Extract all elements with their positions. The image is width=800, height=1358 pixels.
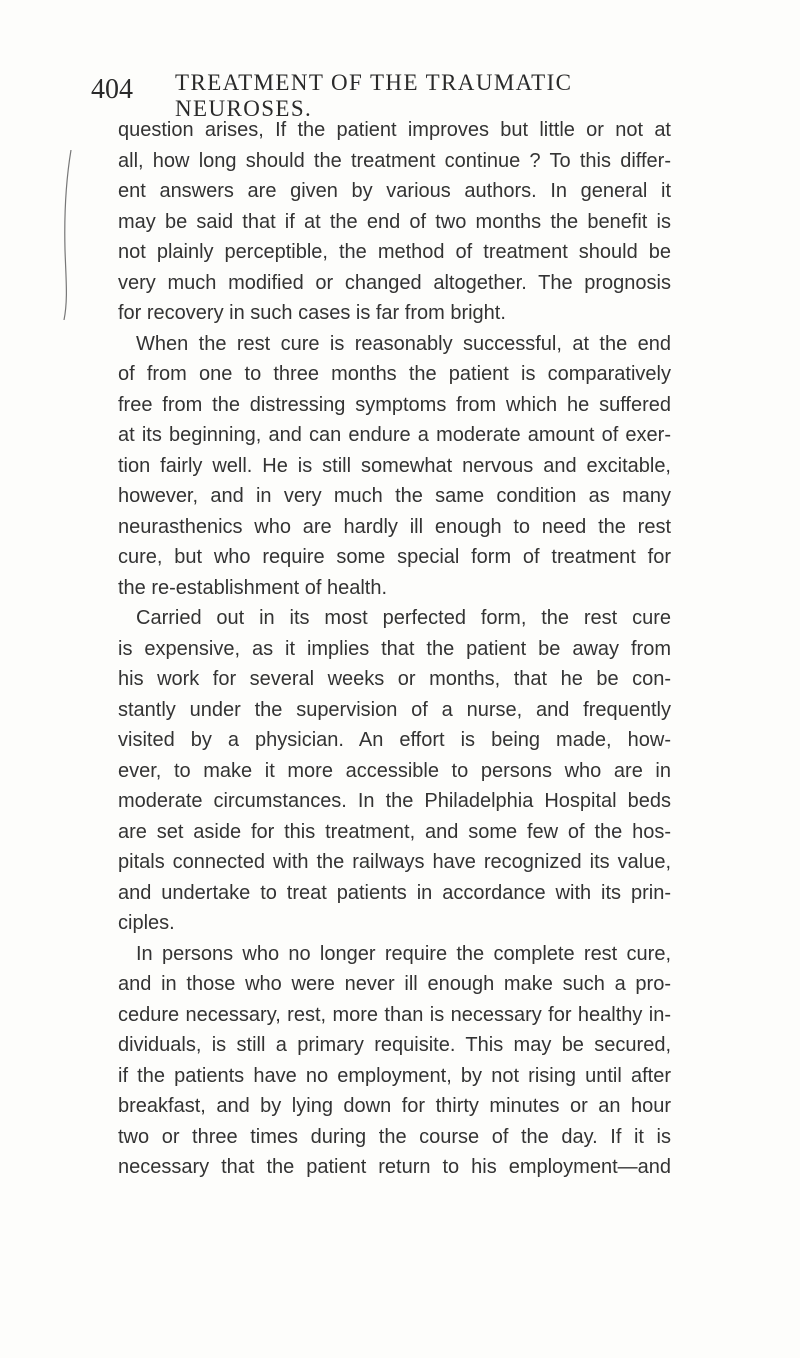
text-line: however, and in very much the same condition as many: [118, 485, 671, 507]
text-line: cedure necessary, rest, more than is necessary for healthy in-: [118, 1003, 671, 1026]
text-line: ever, to make it more accessible to persons who are in: [118, 759, 671, 782]
text-line: at its beginning, and can endure a moderate amount of exer-: [118, 424, 671, 446]
text-line: may be said that if at the end of two months the benefit is: [118, 210, 671, 233]
text-line: and undertake to treat patients in accordance with its prin-: [118, 881, 671, 904]
text-line: dividuals, is still a primary requisite. This may be secured,: [118, 1034, 671, 1056]
text-line: not plainly perceptible, the method of treatment should be: [118, 241, 671, 263]
text-line: ciples.: [118, 912, 175, 934]
text-line: if the patients have no employment, by not rising until after: [118, 1064, 671, 1087]
text-line: Carried out in its most perfected form, the rest cure: [136, 607, 671, 629]
text-line: very much modified or changed altogether. The prognosis: [118, 271, 671, 294]
page-header: [91, 70, 671, 121]
text-line: tion fairly well. He is still somewhat nervous and excitable,: [118, 454, 671, 477]
text-line: and in those who were never ill enough make such a pro-: [118, 973, 671, 995]
binding-shadow-mark: [62, 150, 74, 320]
text-line: neurasthenics who are hardly ill enough to need the rest: [118, 515, 671, 538]
text-line: free from the distressing symptoms from which he suffered: [118, 393, 671, 416]
text-line: of from one to three months the patient is comparatively: [118, 363, 671, 385]
text-line: the re-establishment of health.: [118, 576, 388, 599]
text-line: his work for several weeks or months, that he be con-: [118, 668, 671, 690]
page-number: 404: [91, 74, 133, 105]
text-line: visited by a physician. An effort is being made, how-: [118, 729, 671, 751]
text-line: necessary that the patient return to his employment—and: [118, 1156, 671, 1178]
text-line: In persons who no longer require the complete rest cure,: [136, 942, 671, 965]
text-line: cure, but who require some special form of treatment for: [118, 546, 671, 568]
text-line: all, how long should the treatment continue ? To this differ-: [118, 149, 671, 172]
text-line: are set aside for this treatment, and some few of the hos-: [118, 820, 671, 843]
text-line: When the rest cure is reasonably successful, at the end: [136, 332, 671, 355]
text-line: pitals connected with the railways have recognized its value,: [118, 851, 671, 873]
text-line: two or three times during the course of the day. If it is: [118, 1125, 671, 1148]
text-line: ent answers are given by various authors. In general it: [118, 180, 671, 202]
body-text: [118, 115, 671, 1183]
text-line: stantly under the supervision of a nurse, and frequently: [118, 698, 671, 721]
text-line: moderate circumstances. In the Philadelphia Hospital beds: [118, 790, 671, 812]
text-line: breakfast, and by lying down for thirty minutes or an hour: [118, 1095, 671, 1117]
text-line: for recovery in such cases is far from bright.: [118, 302, 506, 324]
running-title: TREATMENT OF THE TRAUMATIC NEUROSES.: [175, 70, 573, 121]
text-line: is expensive, as it implies that the patient be away from: [118, 637, 671, 660]
text-line: question arises, If the patient improves but little or not at: [118, 119, 671, 141]
